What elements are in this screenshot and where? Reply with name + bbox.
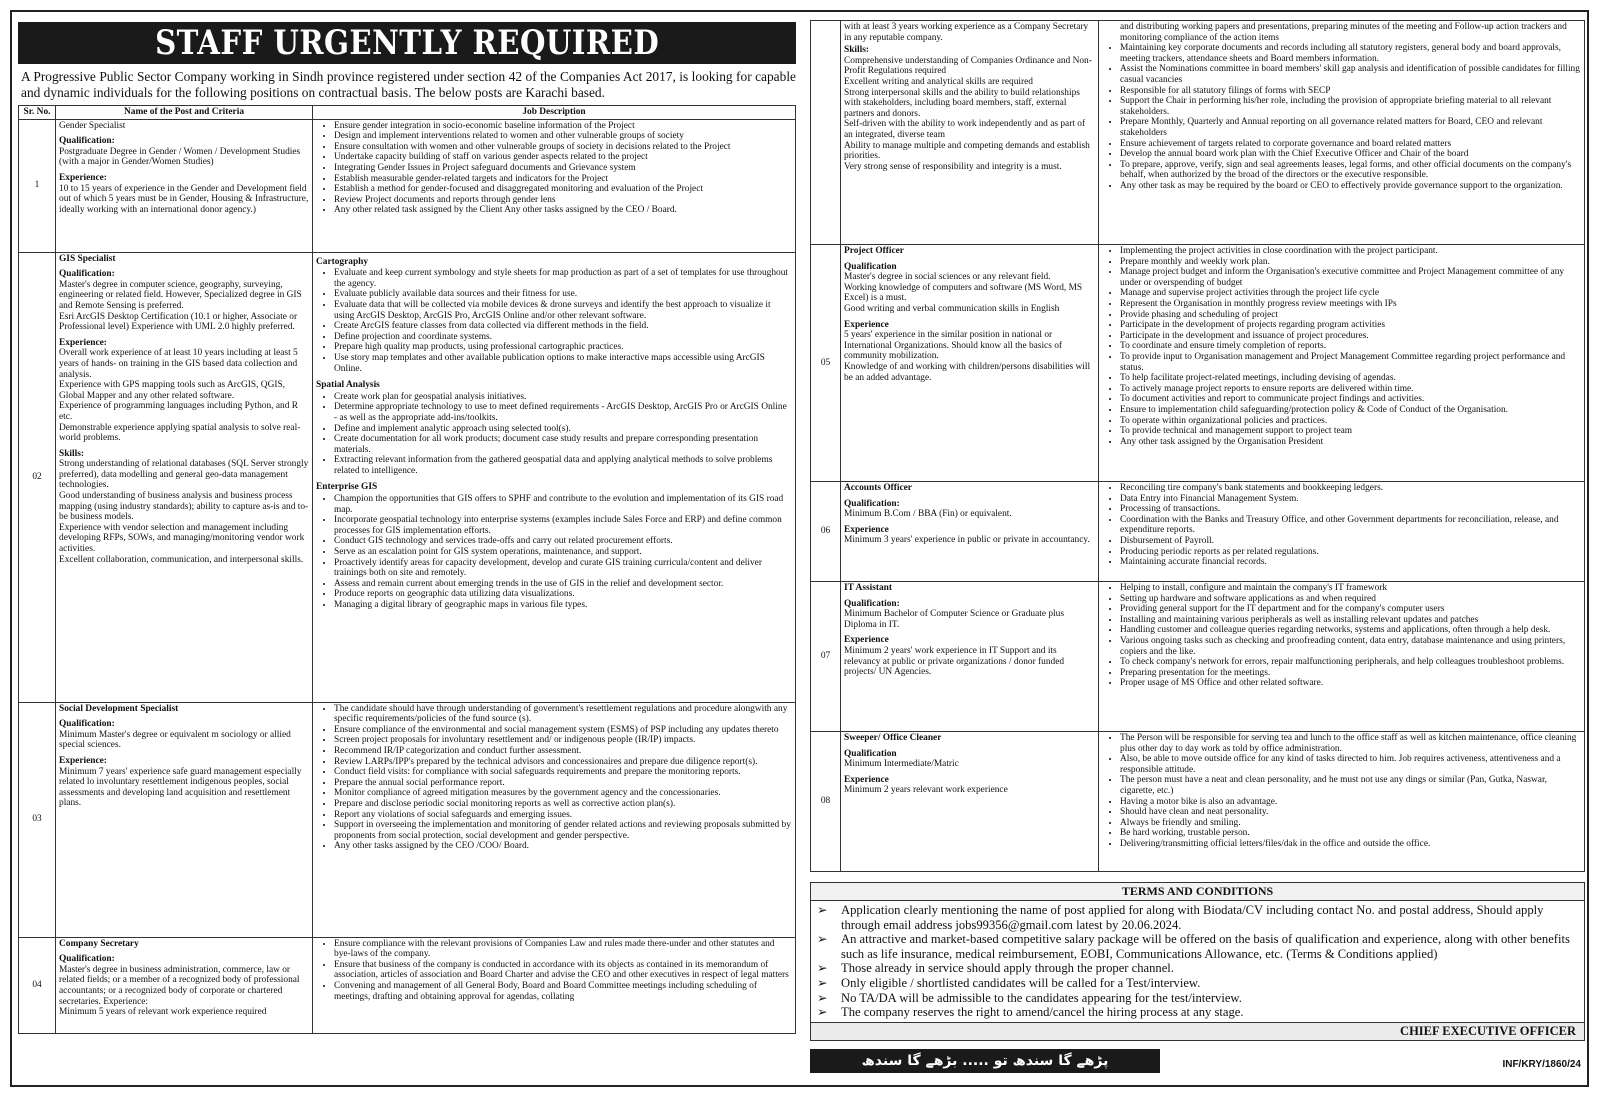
skills-text: Excellent writing and analytical skills are required (844, 76, 1033, 87)
post-criteria (841, 732, 1099, 872)
post-name: Company Secretary (59, 938, 139, 949)
list-item: • Assess and remain current about emerging trends in the use of GIS in the relief and development sector. (334, 579, 792, 590)
table-row (19, 937, 796, 1033)
list-item: • Prepare monthly and weekly work plan. (1120, 257, 1581, 268)
post-criteria (841, 482, 1099, 582)
qualification-text: Good writing and verbal communication skills in English (844, 303, 1060, 314)
list-item: • Ensure consultation with women and other vulnerable groups of society in decisions related to the Project (334, 142, 792, 153)
job-description (313, 937, 796, 1033)
section-label: Spatial Analysis (316, 380, 380, 391)
job-description (313, 119, 796, 252)
list-item: • Convening and management of all General Body, Board and Board Committee meetings including scheduling of meetings, drafting and obtaining approval for agendas, collating (334, 981, 792, 1002)
sr-number-empty (811, 21, 841, 245)
qualification-label: Qualification (844, 261, 897, 272)
list-item: • Evaluate and keep current symbology and style sheets for map production as part of a set of templates for use throughout the agency. (334, 268, 792, 289)
list-item: • Reconciling tire company's bank statements and bookkeeping ledgers. (1120, 483, 1581, 494)
list-item: • Ensure compliance of the environmental and social management system (ESMS) of PSP including any updates thereto (334, 725, 792, 736)
skills-text: Self-driven with the ability to work independently and as part of an integrated, diverse team (844, 119, 1086, 140)
jd-continued: and distributing working papers and presentations, preparing minutes of the meeting and Follow-up action trackers and monitoring compliance of the action items (1120, 22, 1567, 43)
title-banner (18, 22, 796, 64)
list-item: • Represent the Organisation in monthly progress review meetings with IPs (1120, 299, 1581, 310)
qualification-label: Qualification: (59, 719, 115, 730)
list-item: • Prepare the annual social performance report. (334, 778, 792, 789)
table-row (811, 482, 1585, 582)
arrow-icon: ➢ (817, 903, 828, 917)
table-row (811, 582, 1585, 732)
qualification-label: Qualification: (59, 954, 115, 965)
list-item: • Handling customer and colleague queries regarding networks, systems and applications, often through a help desk. (1120, 625, 1581, 636)
list-item: • Conduct GIS technology and services trade-offs and carry out related procurement efforts. (334, 536, 792, 547)
signatory: CHIEF EXECUTIVE OFFICER (811, 1022, 1584, 1040)
skills-label: Skills: (59, 448, 85, 459)
skills-text: Strong understanding of relational databases (SQL Server strongly preferred), data modelling and general geo-data management technologies. (59, 459, 309, 491)
qualification-text: Postgraduate Degree in Gender / Women / Development Studies (with a major in Gender/Women Studies) (59, 146, 301, 168)
list-item: • Participate in the development of projects regarding program activities (1120, 320, 1581, 331)
list-item: • Evaluate publicly available data sources and their fitness for use. (334, 289, 792, 300)
arrow-icon: ➢ (817, 1005, 828, 1020)
skills-text: Ability to manage multiple and competing demands and establish priorities. (844, 140, 1090, 162)
post-name: Gender Specialist (59, 120, 126, 131)
sr-number: 04 (19, 937, 56, 1033)
list-item: • Screen project proposals for involuntary resettlement and/ or indigenous people (IR/IP) impacts. (334, 735, 792, 746)
list-item: • Processing of transactions. (1120, 504, 1581, 515)
list-item: • Any other tasks assigned by the CEO /COO/ Board. (334, 841, 792, 852)
qualification-label: Qualification: (59, 269, 115, 280)
list-item: • Support the Chair in performing his/her role, including the provision of appropriate briefing material to all relevant stakeholders. (1120, 96, 1581, 117)
list-item: • To check company's network for errors, repair malfunctioning peripherals, and help colleagues troubleshoot problems. (1120, 657, 1581, 668)
intro-text: A Progressive Public Sector Company working in Sindh province registered under section 42 of the Companies Act 2017, is looking for capable and dynamic individuals for the following positions on contractual basis. The below posts are Karachi based. (21, 69, 796, 100)
list-item: • Integrating Gender Issues in Project safeguard documents and Grievance system (334, 163, 792, 174)
list-item: • Prepare and disclose periodic social monitoring reports as well as corrective action plan(s). (334, 799, 792, 810)
table-row (811, 245, 1585, 482)
list-item: • To actively manage project reports to ensure reports are delivered within time. (1120, 384, 1581, 395)
table-row (19, 252, 796, 702)
list-item: • Disbursement of Payroll. (1120, 536, 1581, 547)
list-item: • Provide phasing and scheduling of project (1120, 310, 1581, 321)
list-item: • Maintaining key corporate documents and records including all statutory registers, general body and board approvals, meeting trackers, attendance sheets and Board members information. (1120, 43, 1581, 64)
list-item: • Any other task as may be required by the board or CEO to effectively provide governance support to the organization. (1120, 181, 1581, 192)
qualification-text: Minimum B.Com / BBA (Fin) or equivalent. (844, 509, 1012, 520)
post-criteria (56, 252, 313, 702)
experience-label: Experience: (59, 755, 107, 766)
table-row (19, 119, 796, 252)
skills-label: Skills: (844, 45, 870, 56)
experience-text: Experience of programming languages including Python, and R etc. (59, 401, 299, 422)
arrow-icon: ➢ (817, 975, 828, 990)
skills-text: Good understanding of business analysis and business process mapping (using industry standards); ability to capture as-is and to-be business models. (59, 491, 309, 523)
experience-text: Minimum 2 years relevant work experience (844, 785, 1008, 796)
post-criteria (841, 245, 1099, 482)
list-item: • Review LARPs/IPP's prepared by the technical advisors and concessionaires and prepare due diligence report(s). (334, 757, 792, 768)
list-item: • Prepare Monthly, Quarterly and Annual reporting on all governance related matters for Board, CEO and relevant stakeholders (1120, 117, 1581, 138)
advertisement-page (10, 10, 1589, 1087)
header-jd: Job Description (313, 106, 796, 120)
skills-text: Excellent collaboration, communication, and interpersonal skills. (59, 554, 304, 565)
job-description (313, 252, 796, 702)
sr-number: 07 (811, 582, 841, 732)
page-title: STAFF URGENTLY REQUIRED (18, 22, 796, 64)
list-item: • Various ongoing tasks such as checking and proofreading content, data entry, database maintenance and using printers, copiers and the like. (1120, 636, 1581, 657)
post-criteria (841, 21, 1099, 245)
list-item: • Coordination with the Banks and Treasury Office, and other Government departments for reconciliation, release, and expenditure reports. (1120, 515, 1581, 536)
sr-number: 06 (811, 482, 841, 582)
list-item: • Data Entry into Financial Management System. (1120, 494, 1581, 505)
post-name: GIS Specialist (59, 253, 116, 264)
list-item: • Implementing the project activities in close coordination with the project participant. (1120, 246, 1581, 257)
qualification-label: Qualification: (844, 498, 900, 509)
experience-text: Demonstrable experience applying spatial analysis to solve real-world problems. (59, 422, 301, 444)
list-item: • Ensure gender integration in socio-economic baseline information of the Project (334, 121, 792, 132)
qualification-text: Minimum Master's degree or equivalent m sociology or allied special sciences. (59, 729, 291, 751)
list-item: • To operate within organizational policies and practices. (1120, 416, 1581, 427)
list-item: • Evaluate data that will be collected via mobile devices & drone surveys and identify the best approach to visualize it using ArcGIS Desktop, ArcGIS Pro, ArcGIS Online and/or other relevant software. (334, 300, 792, 321)
header-post: Name of the Post and Criteria (56, 106, 313, 120)
skills-text: Strong interpersonal skills and the ability to build relationships with stakeholders, including board members, staff, external partners and donors. (844, 87, 1080, 119)
list-item: • Undertake capacity building of staff on various gender aspects related to the project (334, 152, 792, 163)
terms-box (810, 882, 1585, 1041)
list-item (817, 976, 1576, 991)
experience-text: 5 years' experience in the similar position in national or International Organizations. Should know all the basics of community mobilization. (844, 330, 1063, 362)
qualification-text: Esri ArcGIS Desktop Certification (10.1 or higher, Associate or Professional level) Experience with UML 2.0 highly preferred. (59, 311, 298, 333)
terms-text: Those already in service should apply through the proper channel. (841, 961, 1174, 976)
list-item: • Review Project documents and reports through gender lens (334, 195, 792, 206)
list-item (817, 932, 1576, 961)
right-column (810, 20, 1585, 1075)
list-item: • To provide technical and management support to project team (1120, 426, 1581, 437)
qualification-label: Qualification: (59, 136, 115, 147)
list-item: • Use story map templates and other available publication options to make interactive maps accessible using ArcGIS Online. (334, 353, 792, 374)
list-item: • Monitor compliance of agreed mitigation measures by the government agency and the concessionaries. (334, 788, 792, 799)
list-item (817, 903, 1576, 932)
list-item: • Any other related task assigned by the Client Any other tasks assigned by the CEO / Board. (334, 205, 792, 216)
list-item: • Should have clean and neat personality. (1120, 807, 1581, 818)
experience-label: Experience (844, 635, 889, 646)
list-item: • Managing a digital library of geographic maps in various file types. (334, 600, 792, 611)
arrow-icon: ➢ (817, 990, 828, 1005)
left-column (18, 22, 796, 1034)
list-item: • Providing general support for the IT department and for the company's computer users (1120, 604, 1581, 615)
qualification-label: Qualification: (844, 598, 900, 609)
qualification-text: Master's degree in business administration, commerce, law or related fields; or a member of a recognized body of professional accountants; or a recognized body of corporate or chartered secretaries. Experience: (59, 964, 300, 1007)
list-item: • Helping to install, configure and maintain the company's IT framework (1120, 583, 1581, 594)
list-item: • Develop the annual board work plan with the Chief Executive Officer and Chair of the board (1120, 149, 1581, 160)
post-criteria (56, 702, 313, 937)
terms-heading: TERMS AND CONDITIONS (811, 883, 1584, 901)
experience-label: Experience (844, 319, 889, 330)
list-item: • Create ArcGIS feature classes from data collected via different methods in the field. (334, 321, 792, 332)
list-item: • Serve as an escalation point for GIS system operations, maintenance, and support. (334, 547, 792, 558)
experience-text: Knowledge of and working with children/persons disabilities will be an added advantage. (844, 361, 1091, 383)
list-item: • Design and implement interventions related to women and other vulnerable groups of society (334, 131, 792, 142)
qualification-text: Minimum 5 years of relevant work experience required (59, 1007, 267, 1018)
section-label: Enterprise GIS (316, 482, 378, 493)
list-item: • Conduct field visits: for compliance with social safeguards requirements and prepare the monitoring reports. (334, 767, 792, 778)
job-description (1099, 582, 1585, 732)
list-item: • Incorporate geospatial technology into enterprise systems (examples include Sales Force and ERP) and define common processes for GIS implementation efforts. (334, 515, 792, 536)
terms-text: Application clearly mentioning the name of post applied for along with Biodata/CV including contact No. and postal address, Should apply through email address jobs99356@gmail.com latest by 20.06.2024. (841, 903, 1544, 932)
list-item: • Establish a method for gender-focused and disaggregated monitoring and evaluation of the Project (334, 184, 792, 195)
post-criteria (56, 119, 313, 252)
table-row (811, 732, 1585, 872)
sr-number: 02 (19, 252, 56, 702)
skills-text: Very strong sense of responsibility and integrity is a must. (844, 161, 1062, 172)
list-item: • Setting up hardware and software applications as and when required (1120, 594, 1581, 605)
table-row (19, 702, 796, 937)
experience-label: Experience (844, 524, 889, 535)
list-item: • Produce reports on geographic data utilizing data visualizations. (334, 589, 792, 600)
list-item: • Proper usage of MS Office and other related software. (1120, 678, 1581, 689)
list-item: • Also, be able to move outside office for any kind of tasks directed to him. Job requires activeness, attentiveness and a responsible attitude. (1120, 754, 1581, 775)
list-item: • Create documentation for all work products; document case study results and prepare corresponding presentation materials. (334, 434, 792, 455)
post-name: Social Development Specialist (59, 703, 179, 714)
table-row (811, 21, 1585, 245)
experience-label: Experience: (59, 337, 107, 348)
reference-number: INF/KRY/1860/24 (1502, 1058, 1581, 1070)
list-item: • Establish measurable gender-related targets and indicators for the Project (334, 174, 792, 185)
list-item: • Always be friendly and smiling. (1120, 818, 1581, 829)
terms-text: An attractive and market-based competitive salary package will be offered on the basis of qualification and experience, along with other benefits such as life insurance, medical reimbursement, EOBI, Communications Allowance, etc. (Terms & Conditions applied) (841, 932, 1570, 961)
experience-text: Minimum 2 years' work experience in IT Support and its relevancy at public or private organizations / donor funded projects/ UN Agencies. (844, 645, 1065, 678)
posts-table-right (810, 20, 1585, 872)
list-item: • Define and implement analytic approach using selected tool(s). (334, 424, 792, 435)
list-item: • To provide input to Organisation management and Project Management Committee regarding project performance and status. (1120, 352, 1581, 373)
post-name: Project Officer (844, 246, 904, 256)
list-item: • Ensure to implementation child safeguarding/protection policy & Code of Conduct of the Organisation. (1120, 405, 1581, 416)
criteria-continued: with at least 3 years working experience as a Company Secretary in any reputable company. (844, 22, 1089, 43)
list-item: • To document activities and report to communicate project findings and activities. (1120, 394, 1581, 405)
slogan-banner: پڑھے گا سندھ تو ..... بڑھے گا سندھ (810, 1049, 1160, 1073)
terms-text: Only eligible / shortlisted candidates will be called for a Test/interview. (841, 975, 1201, 990)
list-item: • The person must have a neat and clean personality, and he must not use any dings or similar (Pan, Gutka, Naswar, cigarette, etc.) (1120, 775, 1581, 796)
qualification-text: Minimum Intermediate/Matric (844, 759, 959, 770)
list-item: • Any other task assigned by the Organisation President (1120, 437, 1581, 448)
post-name: Accounts Officer (844, 483, 912, 493)
qualification-text: Working knowledge of computers and software (MS Word, MS Excel) is a must. (844, 282, 1083, 304)
qualification-text: Master's degree in social sciences or any relevant field. (844, 272, 1051, 283)
list-item: • Champion the opportunities that GIS offers to SPHF and contribute to the evolution and implementation of its GIS road map. (334, 494, 792, 515)
post-criteria (56, 937, 313, 1033)
experience-text: Overall work experience of at least 10 years including at least 5 years of hands- on training in the GIS based data collection and analysis. (59, 348, 298, 380)
list-item (817, 961, 1576, 976)
list-item: • To help facilitate project-related meetings, including devising of agendas. (1120, 373, 1581, 384)
posts-table-left (18, 105, 796, 1034)
arrow-icon: ➢ (817, 961, 828, 976)
skills-text: Comprehensive understanding of Companies Ordinance and Non-Profit Regulations required (844, 55, 1092, 77)
qualification-label: Qualification (844, 748, 897, 759)
table-header-row (19, 106, 796, 120)
arrow-icon: ➢ (817, 932, 828, 947)
skills-text: Experience with vendor selection and management including developing RFPs, SOWs, and managing/monitoring vendor work activities. (59, 522, 305, 555)
post-criteria (841, 582, 1099, 732)
header-sr: Sr. No. (19, 106, 56, 120)
list-item: • Proactively identify areas for capacity development, develop and curate GIS training curricula/content and deliver trainings both on site and remotely. (334, 558, 792, 579)
terms-text: The company reserves the right to amend/cancel the hiring process at any stage. (841, 1005, 1244, 1020)
list-item: • Be hard working, trustable person. (1120, 828, 1581, 839)
list-item: • Create work plan for geospatial analysis initiatives. (334, 392, 792, 403)
list-item: • Define projection and coordinate systems. (334, 332, 792, 343)
list-item: • Maintaining accurate financial records. (1120, 557, 1581, 568)
experience-text: Experience with GPS mapping tools such as ArcGIS, QGIS, Global Mapper and any other related software. (59, 380, 286, 401)
experience-label: Experience (844, 774, 889, 785)
list-item: • Manage project budget and inform the Organisation's executive committee and Project Management committee of any under or overspending of budget (1120, 267, 1581, 288)
experience-label: Experience: (59, 172, 107, 183)
list-item: • Determine appropriate technology to use to meet defined requirements - ArcGIS Desktop, ArcGIS Pro or ArcGIS Online - as well as the appropriate add-ins/toolkits. (334, 402, 792, 423)
list-item: • Assist the Nominations committee in board members' skill gap analysis and identification of possible candidates for filling casual vacancies (1120, 64, 1581, 85)
sr-number: 03 (19, 702, 56, 937)
sr-number: 08 (811, 732, 841, 872)
experience-text: Minimum 7 years' experience safe guard management especially related lo involuntary resettlement indigenous peoples, social assessments and developing land acquisition and resettlement plans. (59, 766, 302, 809)
list-item: • Recommend IR/IP categorization and conduct further assessment. (334, 746, 792, 757)
list-item: • Producing periodic reports as per related regulations. (1120, 547, 1581, 558)
experience-text: 10 to 15 years of experience in the Gender and Development field out of which 5 years must be in Gender, Housing & Infrastructure, ideally working with an international donor agency.) (59, 183, 309, 215)
list-item: • Ensure compliance with the relevant provisions of Companies Law and rules made there-under and other statutes and bye-laws of the company. (334, 939, 792, 960)
post-name: IT Assistant (844, 583, 893, 593)
list-item: • Support in overseeing the implementation and monitoring of gender related actions and reviewing proposals submitted by proponents from social protection, social development and gender perspective. (334, 820, 792, 841)
list-item: • The Person will be responsible for serving tea and lunch to the office staff as well as kitchen maintenance, office cleaning plus other day to day work as told by office administration. (1120, 733, 1581, 754)
job-description (1099, 732, 1585, 872)
job-description (1099, 482, 1585, 582)
list-item: • The candidate should have through understanding of government's resettlement regulations and procedure alongwith any specific requirements/policies of the fund source (s). (334, 704, 792, 725)
section-label: Cartography (316, 256, 369, 267)
list-item: • To prepare, approve, verify, sign and seal agreements leases, legal forms, and other official documents on the company's behalf, when authorized by the broad of the directors or the executive responsible. (1120, 160, 1581, 181)
list-item: • To coordinate and ensure timely completion of reports. (1120, 341, 1581, 352)
sr-number: 1 (19, 119, 56, 252)
list-item: • Ensure that business of the company is conducted in accordance with its objects as contained in its memorandum of association, articles of association and Board Charter and advise the CEO and other executives in respect of legal matters (334, 960, 792, 981)
job-description (1099, 21, 1585, 245)
list-item: • Participate in the development and issuance of project procedures. (1120, 331, 1581, 342)
qualification-text: Minimum Bachelor of Computer Science or Graduate plus Diploma in IT. (844, 609, 1064, 630)
list-item: • Ensure achievement of targets related to corporate governance and board related matters (1120, 139, 1581, 150)
job-description (313, 702, 796, 937)
job-description (1099, 245, 1585, 482)
sr-number: 05 (811, 245, 841, 482)
list-item: • Responsible for all statutory filings of forms with SECP (1120, 86, 1581, 97)
list-item: • Report any violations of social safeguards and emerging issues. (334, 810, 792, 821)
list-item: • Delivering/transmitting official letters/files/dak in the office and outside the office. (1120, 839, 1581, 850)
terms-text: No TA/DA will be admissible to the candidates appearing for the test/interview. (841, 990, 1242, 1005)
list-item: • Extracting relevant information from the gathered geospatial data and applying analytical methods to solve problems related to intelligence. (334, 455, 792, 476)
experience-text: Minimum 3 years' experience in public or private in accountancy. (844, 535, 1090, 546)
list-item: • Preparing presentation for the meetings. (1120, 668, 1581, 679)
list-item: • Manage and supervise project activities through the project life cycle (1120, 288, 1581, 299)
post-name: Sweeper/ Office Cleaner (844, 733, 942, 743)
list-item: • Installing and maintaining various peripherals as well as installing relevant updates and patches (1120, 615, 1581, 626)
qualification-text: Master's degree in computer science, geography, surveying, engineering or related field. However, Specialized degree in GIS and Remote Sensing is preferred. (59, 279, 302, 311)
list-item: • Prepare high quality map products, using professional cartographic practices. (334, 342, 792, 353)
list-item (817, 991, 1576, 1006)
footer (810, 1049, 1585, 1075)
list-item (817, 1005, 1576, 1020)
list-item: • Having a motor bike is also an advantage. (1120, 797, 1581, 808)
